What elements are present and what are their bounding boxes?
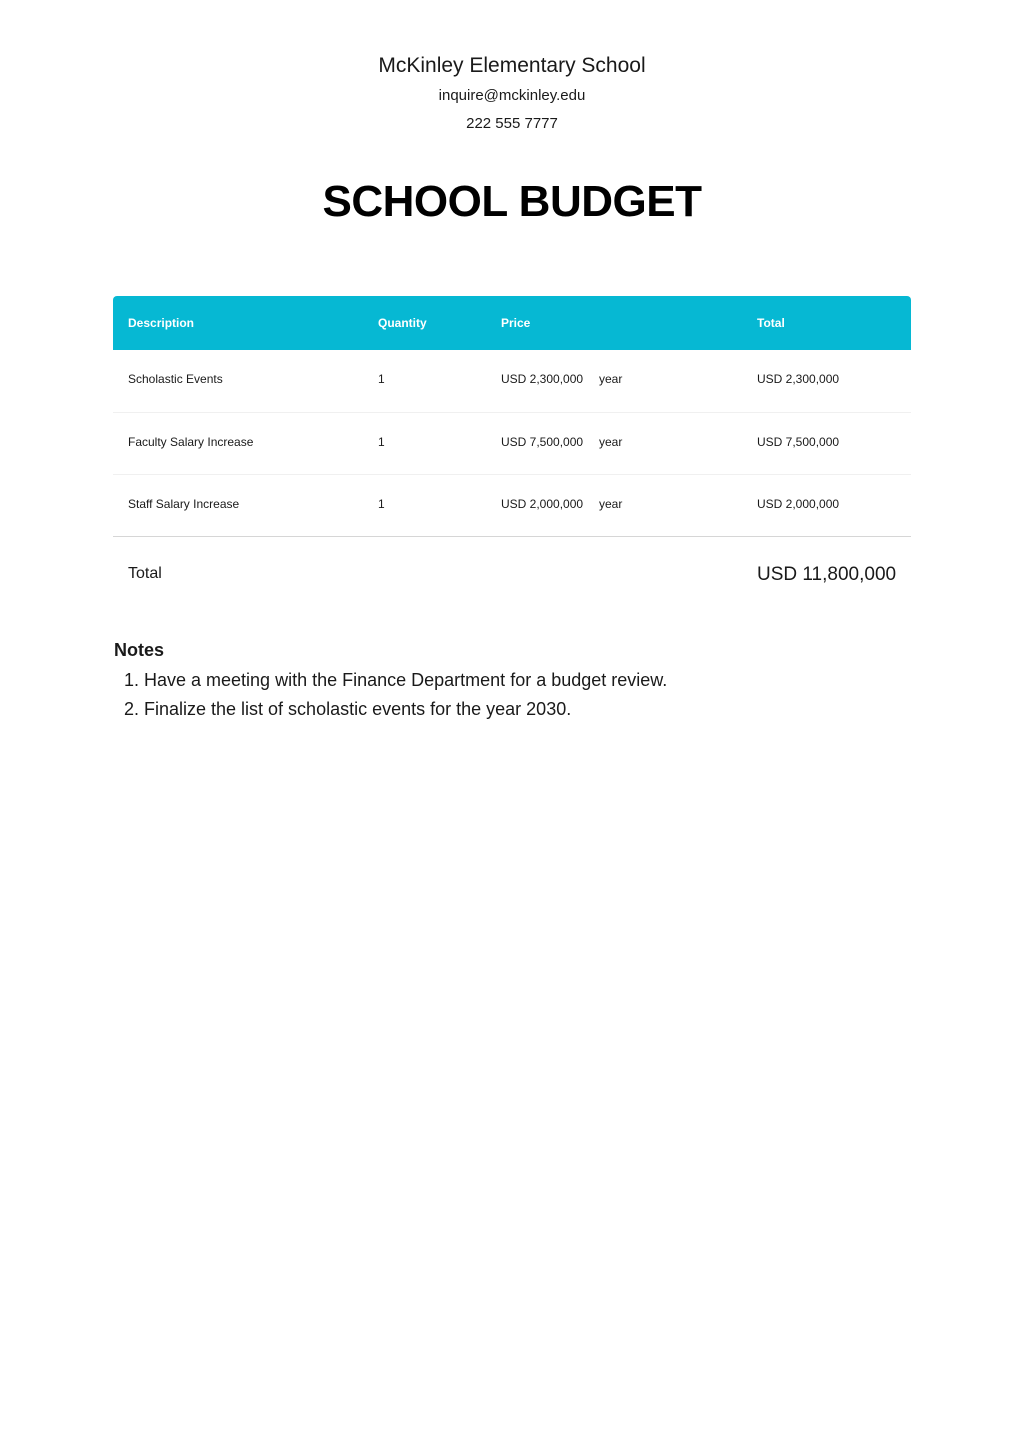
row-price: USD 2,300,000 [501, 372, 584, 386]
table-row [113, 350, 911, 413]
list-item: 2. Finalize the list of scholastic events for the year 2030. [144, 695, 914, 724]
budget-table [113, 296, 911, 617]
column-header-price: Price [501, 316, 531, 330]
column-header-total: Total [757, 316, 785, 330]
row-price: USD 2,000,000 [501, 497, 584, 511]
column-header-description: Description [128, 316, 195, 330]
row-total: USD 2,000,000 [757, 497, 840, 511]
row-unit: year [599, 435, 623, 449]
column-header-quantity: Quantity [378, 316, 427, 330]
row-quantity: 1 [378, 435, 385, 449]
total-row [113, 537, 911, 617]
row-total: USD 7,500,000 [757, 435, 840, 449]
notes-section [114, 638, 914, 724]
school-phone: 222 555 7777 [466, 115, 558, 132]
row-description: Scholastic Events [128, 372, 223, 386]
row-quantity: 1 [378, 372, 385, 386]
row-quantity: 1 [378, 497, 385, 511]
notes-title: Notes [114, 640, 165, 660]
notes-list [114, 666, 914, 724]
school-email: inquire@mckinley.edu [438, 87, 586, 104]
list-item: 1. Have a meeting with the Finance Department for a budget review. [144, 666, 914, 695]
row-unit: year [599, 372, 623, 386]
table-header [113, 296, 911, 350]
row-total: USD 2,300,000 [757, 372, 840, 386]
school-name: McKinley Elementary School [378, 54, 646, 77]
table-row [113, 475, 911, 537]
total-value: USD 11,800,000 [757, 564, 897, 585]
row-unit: year [599, 497, 623, 511]
document-title: SCHOOL BUDGET [322, 177, 702, 226]
row-description: Faculty Salary Increase [128, 435, 254, 449]
table-row [113, 413, 911, 475]
school-header [0, 52, 1024, 135]
row-price: USD 7,500,000 [501, 435, 584, 449]
row-description: Staff Salary Increase [128, 497, 240, 511]
total-label: Total [128, 565, 162, 582]
